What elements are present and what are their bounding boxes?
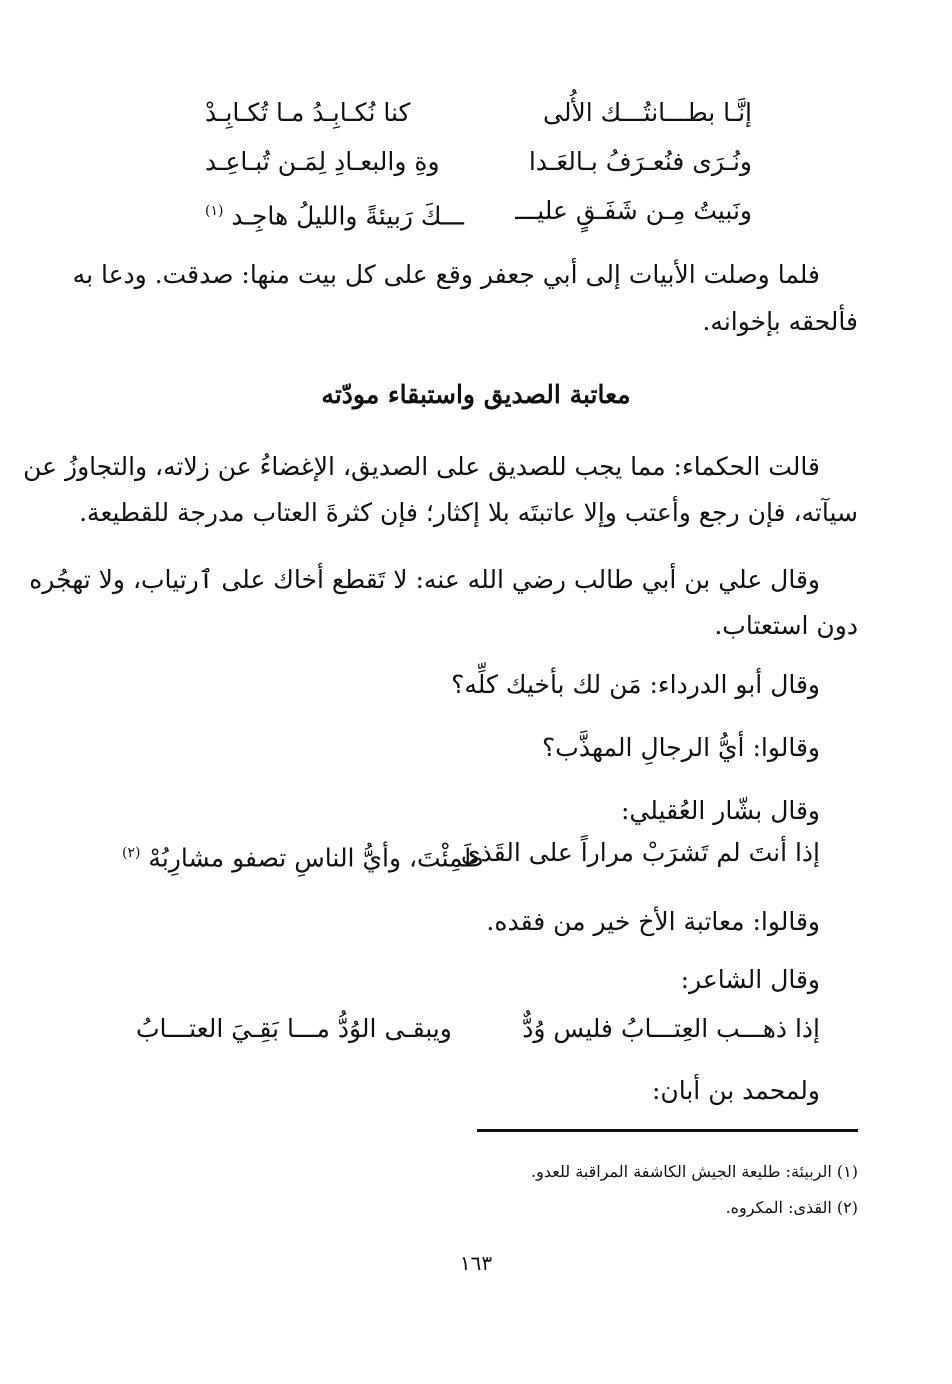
paragraph-2-line-2: سيآته، فإن رجع وأعتب وإلا عاتبتَه بلا إكثار؛ فإن كثرةَ العتاب مدرجة للقطيعة. <box>79 498 858 527</box>
footnote-divider <box>477 1129 858 1132</box>
section-heading: معاتبة الصديق واستبقاء مودّته <box>321 380 631 409</box>
verse-hemistich-right: إذا أنتَ لم تَشرَبْ مراراً على القَذى <box>460 838 820 867</box>
verse-bashar <box>122 836 820 873</box>
footnote-marker-2: (٢) <box>122 845 141 861</box>
verse-hemistich-right: ونَبيتُ مِـن شَفَـقٍ عليـــ <box>515 196 752 225</box>
footnote-1 <box>531 1161 858 1183</box>
paragraph-1-line-1: فلما وصلت الأبيات إلى أبي جعفر وقع على كل بيت منها: صدقت. ودعا به <box>72 260 820 289</box>
paragraph-2-line-1: قالت الحكماء: مما يجب للصديق على الصديق، الإغضاءُ عن زلاته، والتجاوزُ عن <box>23 452 820 481</box>
quote-shaer-intro: وقال الشاعر: <box>680 965 820 994</box>
quote-qalu-2: وقالوا: معاتبة الأخ خير من فقده. <box>486 907 820 936</box>
paragraph-1-line-2: فألحقه بإخوانه. <box>702 307 858 336</box>
quote-aban-intro: ولمحمد بن أبان: <box>651 1076 820 1105</box>
verse-line-2 <box>205 145 752 179</box>
verse-hemistich-left: ـــكَ رَبيئةً والليلُ هاجِـد <box>231 201 464 231</box>
footnote-text: القذى: المكروه. <box>725 1198 832 1217</box>
verse-hemistich-right: ونُـرَى فنُعـرَفُ بـالعَـدا <box>528 147 752 176</box>
paragraph-3-line-2: دون استعتاب. <box>714 611 858 640</box>
verse-line-1 <box>205 96 752 130</box>
verse-hemistich-left: كنا نُكـابِـدُ مـا تُكـابِـدْ <box>205 98 411 127</box>
verse-hemistich-left-wrap <box>205 194 464 233</box>
verse-hemistich-left: ظَمِئْتَ، وأيُّ الناسِ تصفو مشارِبُهْ <box>148 843 484 873</box>
verse-line-3 <box>205 194 752 231</box>
quote-abu-darda: وقال أبو الدرداء: مَن لك بأخيك كلِّه؟ <box>451 670 820 699</box>
quote-bashar-intro: وقال بشّار العُقيلي: <box>621 796 820 825</box>
verse-shaer <box>136 1012 820 1046</box>
footnote-number: (١) <box>836 1162 858 1181</box>
verse-hemistich-right: إذا ذهـــب العِتـــابُ فليس وُدٌّ <box>522 1014 820 1043</box>
paragraph-3-line-1: وقال علي بن أبي طالب رضي الله عنه: لا تَقطع أخاك على ٱرتياب، ولا تهجُره <box>29 565 820 594</box>
quote-qalu-1: وقالوا: أيُّ الرجالِ المهذَّب؟ <box>542 733 820 762</box>
footnote-marker-1: (١) <box>205 203 224 219</box>
footnote-2 <box>726 1197 858 1219</box>
verse-hemistich-left-wrap <box>122 836 484 875</box>
verse-hemistich-right: إنَّـا بطـــانتُـــك الأُلى <box>543 98 752 127</box>
verse-hemistich-left: ويبقـى الوُدُّ مـــا بَقِـيَ العتـــابُ <box>136 1014 452 1043</box>
footnote-number: (٢) <box>836 1198 858 1217</box>
footnote-text: الربيئة: طليعة الجيش الكاشفة المراقبة للعدو. <box>531 1162 832 1181</box>
page-number: ١٦٣ <box>459 1251 493 1275</box>
verse-hemistich-left: وةِ والبعـادِ لِمَـن تُبـاعِـد <box>205 147 440 176</box>
